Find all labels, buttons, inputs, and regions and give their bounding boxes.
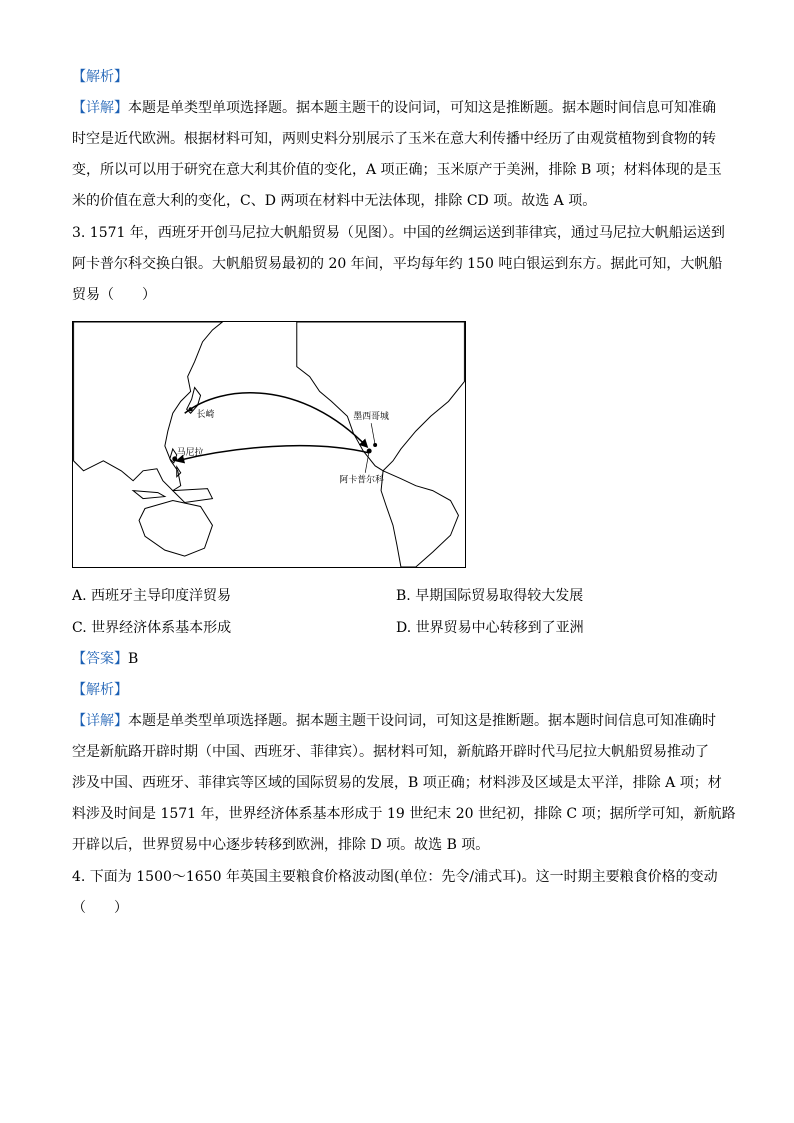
q3-stem [72,218,724,311]
q4-stem-line-2: （ ） [72,900,128,916]
manila-label: 马尼拉 [176,447,204,458]
xiangjie-tag: 【详解】 [72,100,128,116]
acapulco-label: 阿卡普尔科 [339,475,384,486]
manila-galleon-map [72,321,466,568]
mexico-city-label: 墨西哥城 [353,412,389,423]
option-a: A. 西班牙主导印度洋贸易 [72,588,232,604]
jiexi-tag: 【解析】 [72,682,128,698]
q3-stem-line-2: 阿卡普尔科交换白银。大帆船贸易最初的 20 年间，平均每年约 150 吨白银运到东方。据此可知，大帆船 [72,256,723,272]
nagasaki-label: 长崎 [196,410,215,421]
q3-line-3: 涉及中国、西班牙、菲律宾等区域的国际贸易的发展，B 项正确；材料涉及区域是太平洋，排除 A 项；材 [72,775,722,791]
q4-stem [72,862,724,924]
north-america-landmass [297,322,465,471]
south-america-landmass [381,471,458,567]
q3-line-4: 料涉及时间是 1571 年，世界经济体系基本形成于 19 世纪末 20 世纪初，排除 C 项；据所学可知，新航路 [72,806,736,822]
australia-landmass [139,501,212,557]
option-b: B. 早期国际贸易取得较大发展 [396,588,584,604]
asia-landmass [74,322,223,491]
q2-analysis [72,62,724,217]
answer-tag: 【答案】 [72,651,128,667]
q3-analysis [72,644,736,861]
nagasaki-marker [189,407,193,411]
option-c: C. 世界经济体系基本形成 [72,620,232,636]
q4-stem-line-1: 4. 下面为 1500～1650 年英国主要粮食价格波动图(单位：先令/浦式耳)。这一时期主要粮食价格的变动 [72,869,718,885]
q2-line-1: 本题是单类型单项选择题。据本题主题干的设问词，可知这是推断题。据本题时间信息可知准确 [128,100,716,116]
q3-line-2: 空是新航路开辟时期（中国、西班牙、菲律宾）。据材料可知，新航路开辟时代马尼拉大帆船贸易推动了 [72,744,709,760]
q2-line-3: 变，所以可以用于研究在意大利其价值的变化，A 项正确；玉米原产于美洲，排除 B 项；材料体现的是玉 [72,162,722,178]
jiexi-tag: 【解析】 [72,69,128,85]
mexico-city-leader [371,423,375,445]
q3-stem-line-1: 3. 1571 年，西班牙开创马尼拉大帆船贸易（见图）。中国的丝绸运送到菲律宾，通过马尼拉大帆船运送到 [72,225,725,241]
world-map-svg [73,322,465,567]
xiangjie-tag: 【详解】 [72,713,128,729]
q3-stem-line-3: 贸易（ ） [72,287,156,303]
q3-line-1: 本题是单类型单项选择题。据本题主题干设问词，可知这是推断题。据本题时间信息可知准确时 [128,713,716,729]
option-d: D. 世界贸易中心转移到了亚洲 [396,620,584,636]
q2-line-4: 米的价值在意大利的变化，C、D 两项在材料中无法体现，排除 CD 项。故选 A 项。 [72,193,597,209]
answer-value: B [128,651,139,667]
q3-line-5: 开辟以后，世界贸易中心逐步转移到欧洲，排除 D 项。故选 B 项。 [72,837,490,853]
route-westbound [177,446,369,461]
q2-line-2: 时空是近代欧洲。根据材料可知，两则史料分别展示了玉米在意大利传播中经历了由观赏植物到食物的转 [72,131,716,147]
